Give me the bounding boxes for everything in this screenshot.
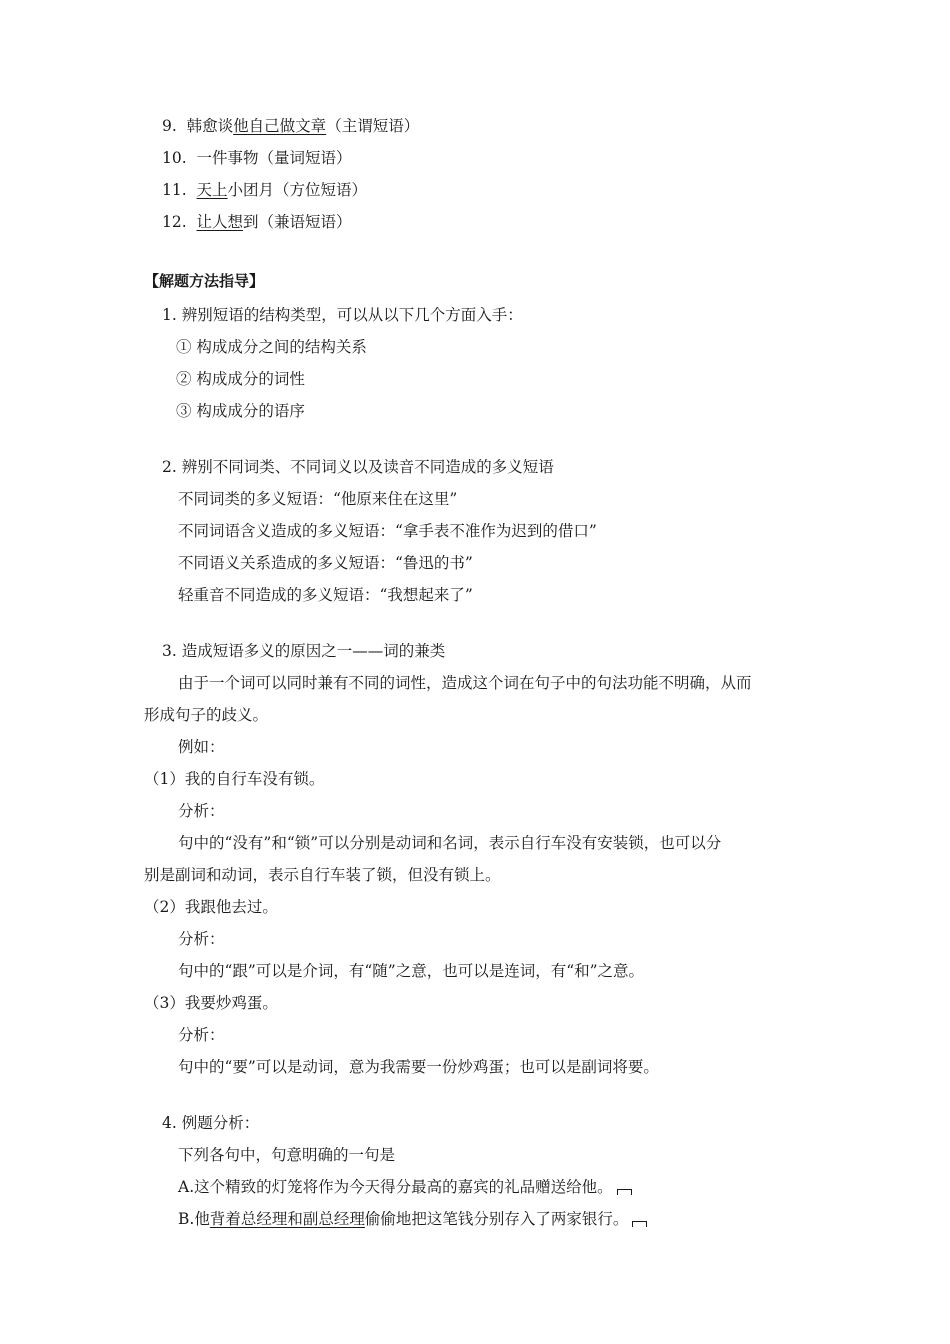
section-title: 【解题方法指导】 <box>144 272 265 290</box>
point-1-item-3: ③ 构成成分的语序 <box>176 402 305 420</box>
example-9: 9. 韩愈谈他自己做文章（主谓短语） <box>162 117 420 135</box>
analysis-1-line-2: 别是副词和动词，表示自行车装了锁，但没有锁上。 <box>144 866 501 884</box>
point-2-heading: 2. 辨别不同词类、不同词义以及读音不同造成的多义短语 <box>162 458 554 476</box>
point-4-heading: 4. 例题分析： <box>162 1114 260 1132</box>
example-sentence-1: （1）我的自行车没有锁。 <box>144 770 325 788</box>
point-2-item-1: 不同词类的多义短语：“他原来住在这里” <box>178 490 458 508</box>
option-a: A.这个精致的灯笼将作为今天得分最高的嘉宾的礼品赠送给他。 <box>178 1176 632 1198</box>
point-2-item-3: 不同语义关系造成的多义短语：“鲁迅的书” <box>178 554 473 572</box>
example-10: 10. 一件事物（量词短语） <box>162 149 352 167</box>
analysis-label-1: 分析： <box>178 802 225 820</box>
point-1-item-2: ② 构成成分的词性 <box>176 370 305 388</box>
analysis-3-line-1: 句中的“要”可以是动词，意为我需要一份炒鸡蛋；也可以是副词将要。 <box>178 1058 659 1076</box>
analysis-2-line-1: 句中的“跟”可以是介词，有“随”之意，也可以是连词，有“和”之意。 <box>178 962 645 980</box>
point-1-heading: 1. 辨别短语的结构类型，可以从以下几个方面入手： <box>162 306 523 324</box>
point-3-heading: 3. 造成短语多义的原因之一——词的兼类 <box>162 642 446 660</box>
analysis-label-3: 分析： <box>178 1026 225 1044</box>
question-stem: 下列各句中，句意明确的一句是 <box>178 1146 396 1164</box>
point-1-item-1: ① 构成成分之间的结构关系 <box>176 338 367 356</box>
point-2-item-2: 不同词语含义造成的多义短语：“拿手表不准作为迟到的借口” <box>178 522 597 540</box>
answer-bracket-icon <box>632 1221 647 1227</box>
example-11: 11. 天上小团月（方位短语） <box>162 181 368 199</box>
analysis-label-2: 分析： <box>178 930 225 948</box>
example-12: 12. 让人想到（兼语短语） <box>162 213 352 231</box>
point-3-intro-line-1: 由于一个词可以同时兼有不同的词性，造成这个词在句子中的句法功能不明确，从而 <box>178 674 752 692</box>
example-sentence-2: （2）我跟他去过。 <box>144 898 278 916</box>
option-b: B.他背着总经理和副总经理偷偷地把这笔钱分别存入了两家银行。 <box>178 1208 647 1230</box>
point-3-intro-line-2: 形成句子的歧义。 <box>144 706 269 724</box>
point-3-example-label: 例如： <box>178 738 225 756</box>
answer-bracket-icon <box>617 1189 632 1195</box>
example-sentence-3: （3）我要炒鸡蛋。 <box>144 994 278 1012</box>
analysis-1-line-1: 句中的“没有”和“锁”可以分别是动词和名词，表示自行车没有安装锁，也可以分 <box>178 834 722 852</box>
point-2-item-4: 轻重音不同造成的多义短语：“我想起来了” <box>178 586 473 604</box>
